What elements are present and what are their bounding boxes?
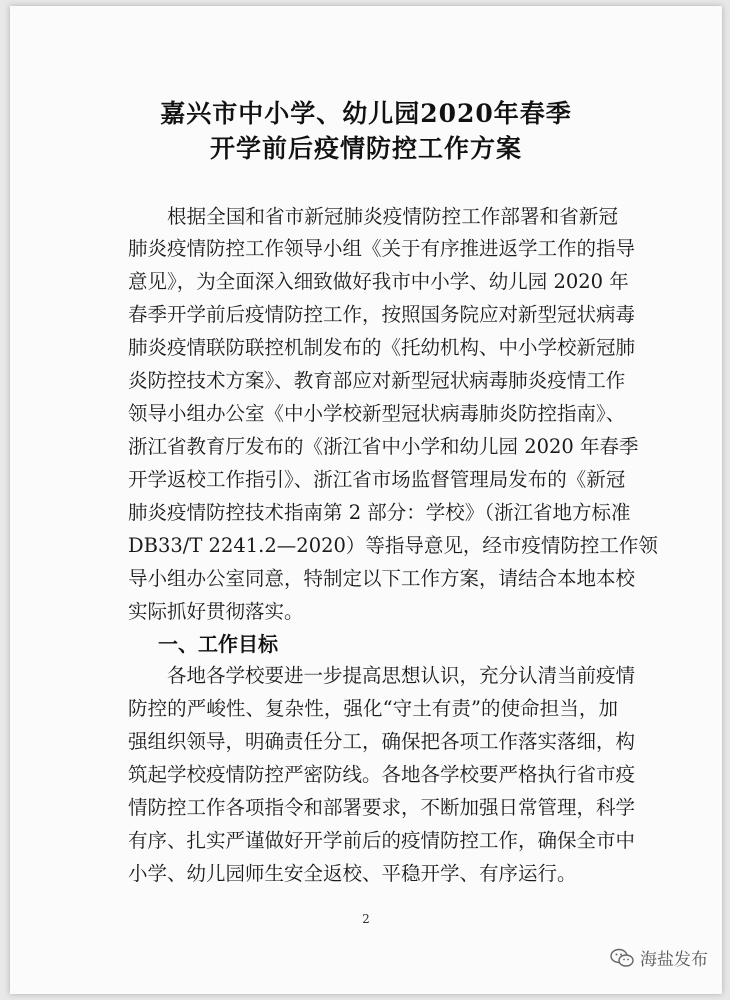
intro-line: 实际抓好贯彻落实。 — [128, 600, 304, 623]
intro-line: 肺炎疫情防控工作领导小组《关于有序推进返学工作的指导 — [128, 237, 636, 260]
section-line: 强组织领导，明确责任分工，确保把各项工作落实落细，构 — [128, 730, 636, 753]
wechat-icon — [610, 948, 634, 968]
intro-line: 意见》，为全面深入细致做好我市中小学、幼儿园 2020 年 — [128, 270, 629, 293]
intro-line: 导小组办公室同意，特制定以下工作方案，请结合本地本校 — [128, 567, 636, 590]
intro-line: 浙江省教育厅发布的《浙江省中小学和幼儿园 2020 年春季 — [128, 435, 639, 458]
intro-line: 肺炎疫情防控技术指南第 2 部分：学校》（浙江省地方标准 — [128, 501, 631, 524]
section-line: 防控的严峻性、复杂性，强化“守土有责”的使命担当，加 — [128, 697, 618, 720]
section-line: 情防控工作各项指令和部署要求，不断加强日常管理，科学 — [128, 796, 636, 819]
intro-line: 炎防控技术方案》、教育部应对新型冠状病毒肺炎疫情工作 — [128, 369, 626, 392]
intro-line: 开学返校工作指引》、浙江省市场监督管理局发布的《新冠 — [128, 468, 626, 491]
document-title-line1: 嘉兴市中小学、幼儿园2020年春季 — [160, 99, 572, 128]
intro-line: 肺炎疫情联防联控机制发布的《托幼机构、中小学校新冠肺 — [128, 336, 636, 359]
section-line: 有序、扎实严谨做好开学前后的疫情防控工作，确保全市中 — [128, 829, 636, 852]
watermark — [610, 945, 708, 970]
intro-line: DB33/T 2241.2—2020）等指导意见，经市疫情防控工作领 — [128, 534, 658, 557]
section-heading: 一、工作目标 — [158, 632, 278, 656]
intro-line: 春季开学前后疫情防控工作，按照国务院应对新型冠状病毒 — [128, 303, 636, 326]
section-line: 筑起学校疫情防控严密防线。各地各学校要严格执行省市疫 — [128, 763, 636, 786]
document-title-line2: 开学前后疫情防控工作方案 — [209, 134, 522, 163]
intro-line: 领导小组办公室《中小学校新型冠状病毒肺炎防控指南》、 — [128, 402, 626, 425]
document-page — [10, 6, 722, 994]
section-line: 小学、幼儿园师生安全返校、平稳开学、有序运行。 — [128, 862, 577, 885]
intro-line: 根据全国和省市新冠肺炎疫情防控工作部署和省新冠 — [167, 205, 618, 228]
watermark-text: 海盐发布 — [640, 950, 708, 970]
page-number: 2 — [362, 912, 370, 926]
section-line: 各地各学校要进一步提高思想认识，充分认清当前疫情 — [167, 664, 636, 687]
